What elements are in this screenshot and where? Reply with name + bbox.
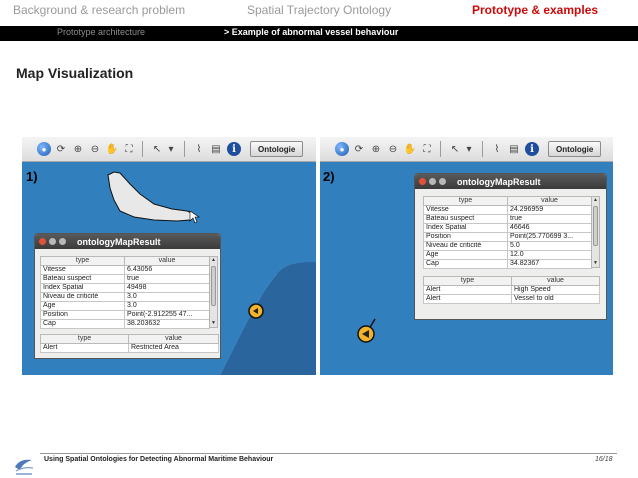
ontology-map-result-window-1[interactable] xyxy=(34,233,221,359)
column-header-type[interactable]: type xyxy=(41,335,129,344)
table-row[interactable] xyxy=(41,302,210,311)
scroll-down-icon[interactable]: ▼ xyxy=(593,260,598,266)
step-label-1: 1) xyxy=(26,169,38,184)
close-icon[interactable] xyxy=(419,178,426,185)
cell-value: 6.43056 xyxy=(125,266,210,275)
alerts-table[interactable] xyxy=(423,276,600,304)
zoom-in-icon[interactable]: ⊕ xyxy=(371,143,381,155)
select-arrow-icon[interactable]: ↖ xyxy=(152,143,162,155)
footer-divider xyxy=(40,453,617,454)
cell-type: Alert xyxy=(424,295,512,304)
cell-type: Niveau de criticité xyxy=(41,293,125,302)
window-titlebar[interactable] xyxy=(415,174,606,189)
image-icon[interactable]: ▤ xyxy=(211,143,221,155)
column-header-type[interactable]: type xyxy=(424,197,508,206)
maximize-icon[interactable] xyxy=(59,238,66,245)
cell-value: 5.0 xyxy=(508,242,592,251)
map-toolbar xyxy=(320,137,613,162)
cell-value: 24.296959 xyxy=(508,206,592,215)
scroll-thumb[interactable] xyxy=(593,206,598,246)
globe-icon[interactable]: ● xyxy=(335,142,349,156)
table-row[interactable] xyxy=(424,242,592,251)
column-header-value[interactable]: value xyxy=(508,197,592,206)
table-row[interactable] xyxy=(424,215,592,224)
cell-type: Alert xyxy=(424,286,512,295)
zoom-in-icon[interactable]: ⊕ xyxy=(73,143,83,155)
cell-type: Alert xyxy=(41,344,129,353)
alert-row[interactable] xyxy=(424,286,600,295)
close-icon[interactable] xyxy=(39,238,46,245)
nav-subsection-architecture[interactable]: Prototype architecture xyxy=(57,27,146,37)
toolbar-separator xyxy=(142,141,143,157)
cell-type: Bateau suspect xyxy=(424,215,508,224)
cell-value: 3.0 xyxy=(125,302,210,311)
cell-value: 49498 xyxy=(125,284,210,293)
scroll-up-icon[interactable]: ▲ xyxy=(593,197,598,203)
nav-section-ontology[interactable]: Spatial Trajectory Ontology xyxy=(247,3,392,17)
step-label-2: 2) xyxy=(323,169,335,184)
globe-icon[interactable]: ● xyxy=(37,142,51,156)
slide-title: Map Visualization xyxy=(16,65,134,81)
alert-row[interactable] xyxy=(41,344,219,353)
nav-section-background[interactable]: Background & research problem xyxy=(13,3,186,17)
page-number: 16/18 xyxy=(595,456,613,463)
table-row[interactable] xyxy=(424,260,592,269)
column-header-type[interactable]: type xyxy=(424,277,512,286)
scroll-up-icon[interactable]: ▲ xyxy=(211,257,216,263)
maximize-icon[interactable] xyxy=(439,178,446,185)
info-icon[interactable]: i xyxy=(525,142,539,156)
cell-value: 34.82367 xyxy=(508,260,592,269)
refresh-icon[interactable]: ⟳ xyxy=(354,143,364,155)
window-titlebar[interactable] xyxy=(35,234,220,249)
cell-type: Age xyxy=(41,302,125,311)
cell-value: Restricted Area xyxy=(129,344,219,353)
table-row[interactable] xyxy=(41,284,210,293)
cell-type: Bateau suspect xyxy=(41,275,125,284)
cell-value: 38.203632 xyxy=(125,320,210,329)
table-row[interactable] xyxy=(41,266,210,275)
table-row[interactable] xyxy=(424,251,592,260)
cell-value: Vessel to old xyxy=(512,295,600,304)
cell-value: true xyxy=(125,275,210,284)
cell-value: Point(25.770699 3... xyxy=(508,233,592,242)
cell-type: Index Spatial xyxy=(424,224,508,233)
toolbar-separator xyxy=(482,141,483,157)
image-icon[interactable]: ▤ xyxy=(509,143,519,155)
column-header-value[interactable]: value xyxy=(512,277,600,286)
cell-value: true xyxy=(508,215,592,224)
cell-type: Niveau de criticité xyxy=(424,242,508,251)
map-panel-1 xyxy=(22,137,316,375)
nav-section-prototype[interactable]: Prototype & examples xyxy=(472,3,599,17)
chevron-down-icon[interactable]: ▾ xyxy=(466,143,472,155)
cell-type: Age xyxy=(424,251,508,260)
cell-value: High Speed xyxy=(512,286,600,295)
cell-type: Cap xyxy=(41,320,125,329)
table-row[interactable] xyxy=(424,206,592,215)
info-icon[interactable]: i xyxy=(227,142,241,156)
properties-table[interactable] xyxy=(423,196,592,269)
full-extent-icon[interactable]: ⛶ xyxy=(125,143,133,155)
cell-type: Vitesse xyxy=(424,206,508,215)
section-nav xyxy=(0,0,638,22)
map-panel-2 xyxy=(320,137,613,375)
window-title: ontologyMapResult xyxy=(77,236,161,247)
cell-type: Position xyxy=(424,233,508,242)
cell-value: 12.0 xyxy=(508,251,592,260)
column-header-type[interactable]: type xyxy=(41,257,125,266)
scroll-thumb[interactable] xyxy=(211,266,216,306)
table-row[interactable] xyxy=(424,233,592,242)
refresh-icon[interactable]: ⟳ xyxy=(56,143,66,155)
cell-value: 46646 xyxy=(508,224,592,233)
table-row[interactable] xyxy=(41,311,210,320)
subsection-bar xyxy=(0,26,638,41)
alerts-table[interactable] xyxy=(40,334,219,353)
alert-row[interactable] xyxy=(424,295,600,304)
pan-hand-icon[interactable]: ✋ xyxy=(105,143,119,155)
vessel-icon xyxy=(249,304,263,318)
ontologie-button[interactable]: Ontologie xyxy=(548,141,601,157)
properties-table[interactable] xyxy=(40,256,210,329)
full-extent-icon[interactable]: ⛶ xyxy=(423,143,431,155)
map-toolbar xyxy=(22,137,316,162)
toolbar-separator xyxy=(440,141,441,157)
chart-icon[interactable]: ⌇ xyxy=(196,143,202,155)
table-row[interactable] xyxy=(424,224,592,233)
chart-icon[interactable]: ⌇ xyxy=(494,143,500,155)
minimize-icon[interactable] xyxy=(429,178,436,185)
table-row[interactable] xyxy=(41,275,210,284)
column-header-value[interactable]: value xyxy=(129,335,219,344)
cell-value: Point(-2.912255 47... xyxy=(125,311,210,320)
nav-subsection-example[interactable]: > Example of abnormal vessel behaviour xyxy=(224,27,399,37)
institution-logo xyxy=(12,453,36,477)
table-row[interactable] xyxy=(41,320,210,329)
column-header-value[interactable]: value xyxy=(125,257,210,266)
zoom-out-icon[interactable]: ⊖ xyxy=(90,143,100,155)
scroll-down-icon[interactable]: ▼ xyxy=(211,320,216,326)
cell-type: Vitesse xyxy=(41,266,125,275)
pan-hand-icon[interactable]: ✋ xyxy=(403,143,417,155)
chevron-down-icon[interactable]: ▾ xyxy=(168,143,174,155)
vertical-scrollbar[interactable] xyxy=(209,256,218,328)
ontologie-button[interactable]: Ontologie xyxy=(250,141,303,157)
window-title: ontologyMapResult xyxy=(457,176,541,187)
cell-type: Cap xyxy=(424,260,508,269)
toolbar-separator xyxy=(184,141,185,157)
cell-type: Index Spatial xyxy=(41,284,125,293)
footer-title: Using Spatial Ontologies for Detecting Abnormal Maritime Behaviour xyxy=(44,456,274,463)
cell-value: 3.0 xyxy=(125,293,210,302)
table-row[interactable] xyxy=(41,293,210,302)
ontology-map-result-window-2[interactable] xyxy=(414,173,607,320)
cell-type: Position xyxy=(41,311,125,320)
select-arrow-icon[interactable]: ↖ xyxy=(450,143,460,155)
vertical-scrollbar[interactable] xyxy=(591,196,600,268)
minimize-icon[interactable] xyxy=(49,238,56,245)
zoom-out-icon[interactable]: ⊖ xyxy=(388,143,398,155)
